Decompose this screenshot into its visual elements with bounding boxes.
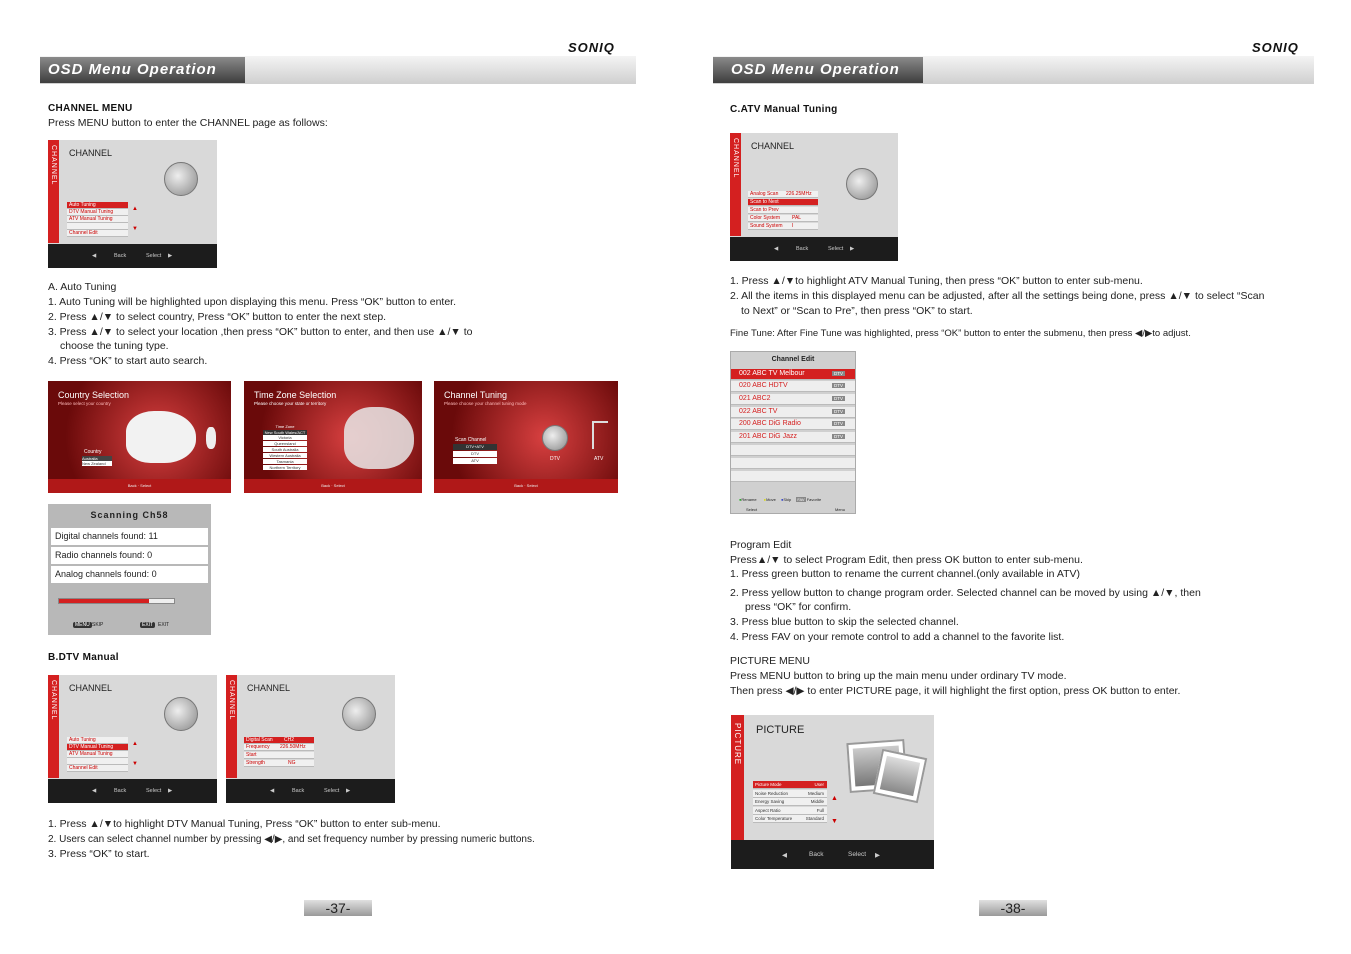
menu-item[interactable]: Picture Mode User	[753, 781, 827, 789]
auto-tuning-step: 2. Press ▲/▼ to select country, Press “OK” button to enter the next step.	[48, 311, 387, 323]
program-edit-step: Press▲/▼ to select Program Edit, then press OK button to enter sub-menu.	[730, 554, 1083, 566]
side-label: PICTURE	[733, 723, 742, 766]
back-label: Back	[809, 851, 824, 858]
menu-item[interactable]: Digital Scan CH2	[244, 737, 314, 744]
screen-footer	[731, 840, 934, 869]
select-label: Select	[848, 851, 867, 858]
channel-row[interactable]: 201 ABC DiG Jazz DTV	[731, 432, 855, 443]
screen-footer	[48, 244, 217, 268]
tuning-option[interactable]: ATV	[453, 458, 497, 464]
section-dtv-manual: B.DTV Manual	[48, 652, 119, 663]
menu-key-badge[interactable]: MENU	[75, 622, 90, 628]
menu-item[interactable]: Energy Saving Middle	[753, 798, 827, 806]
screen-title: CHANNEL	[69, 148, 113, 158]
timezone-option[interactable]: South Australia	[263, 447, 307, 452]
dtv-channel-menu-screen	[48, 675, 217, 803]
up-arrow-icon: ▲	[831, 795, 838, 802]
channel-row-empty	[731, 458, 855, 469]
atv-step: 1. Press ▲/▼to highlight ATV Manual Tuning, then press “OK” button to enter sub-menu.	[730, 275, 1143, 287]
page-number-left: -37-	[304, 900, 372, 916]
side-label: CHANNEL	[50, 145, 57, 186]
panel-footer: Back · Select	[244, 479, 422, 493]
menu-item[interactable]: Scan to Next	[748, 199, 818, 206]
brand-logo-right: SONIQ	[1252, 40, 1299, 55]
left-arrow-icon: ◀	[270, 788, 275, 794]
brand-logo-left: SONIQ	[568, 40, 615, 55]
country-selection-panel	[48, 381, 231, 493]
satellite-dish-icon	[846, 168, 878, 200]
progress-fill	[59, 599, 149, 603]
antenna-icon	[592, 421, 608, 449]
program-edit-step: 2. Press yellow button to change program order. Selected channel can be moved by using ▲/▼, then	[730, 587, 1201, 599]
channel-row[interactable]: 020 ABC HDTV DTV	[731, 381, 855, 392]
progress-track	[58, 598, 175, 604]
auto-tuning-step: 1. Auto Tuning will be highlighted upon displaying this menu. Press “OK” button to enter.	[48, 296, 456, 308]
page-number-right: -38-	[979, 900, 1047, 916]
screen-footer	[226, 779, 395, 803]
channel-row[interactable]: 021 ABC2 DTV	[731, 394, 855, 405]
menu-item[interactable]: ATV Manual Tuning	[67, 216, 128, 223]
timezone-option[interactable]: Victoria	[263, 435, 307, 440]
side-label: CHANNEL	[50, 680, 57, 721]
side-label: CHANNEL	[228, 680, 235, 721]
timezone-option[interactable]: Northern Territory	[263, 465, 307, 470]
menu-item[interactable]: ATV Manual Tuning	[67, 751, 128, 758]
program-edit-heading: Program Edit	[730, 539, 792, 551]
timezone-option[interactable]: Queensland	[263, 441, 307, 446]
channel-menu-screen	[48, 140, 217, 268]
panel-title: Country Selection	[58, 390, 130, 400]
program-edit-step: 4. Press FAV on your remote control to add a channel to the favorite list.	[730, 631, 1065, 643]
screen-title: CHANNEL	[751, 141, 795, 151]
atv-step: 2. All the items in this displayed menu can be adjusted, after all the settings being done, press ▲/▼ to select “Scan	[730, 290, 1265, 302]
menu-item[interactable]: Noise Reduction Medium	[753, 790, 827, 798]
map-australia	[126, 411, 196, 463]
menu-item[interactable]: Channel Edit	[67, 765, 128, 772]
right-arrow-icon: ▶	[168, 253, 173, 259]
skip-label: SKIP	[92, 622, 104, 628]
timezone-option[interactable]: Western Australia	[263, 453, 307, 458]
panel-subtitle: Please select your country	[58, 401, 111, 406]
dtv-label: DTV	[550, 456, 560, 462]
screen-title: PICTURE	[756, 724, 805, 736]
right-arrow-icon: ▶	[875, 852, 880, 859]
menu-item[interactable]: Aspect Ratio Full	[753, 807, 827, 815]
menu-item[interactable]: Analog Scan 226.25MHz	[748, 191, 818, 198]
left-arrow-icon: ◀	[92, 253, 97, 259]
scan-channel-label: Scan Channel	[455, 437, 487, 443]
section-channel-menu: CHANNEL MENU	[48, 103, 133, 114]
satellite-dish-icon	[542, 425, 568, 451]
down-arrow-icon: ▼	[831, 818, 838, 825]
photo-icon	[873, 749, 928, 804]
picture-menu-heading: PICTURE MENU	[730, 655, 810, 667]
scan-result-row: Digital channels found: 11	[51, 528, 208, 545]
atv-label: ATV	[594, 456, 604, 462]
side-label: CHANNEL	[732, 138, 739, 179]
up-arrow-icon: ▲	[132, 206, 138, 212]
atv-step: to Next” or “Scan to Pre”, then press “OK” to start.	[741, 305, 973, 317]
timezone-header: Time Zone	[275, 424, 295, 429]
menu-label: Menu	[835, 507, 846, 512]
menu-item[interactable]: Frequency 226.50MHz	[244, 744, 314, 751]
scan-result-row: Radio channels found: 0	[51, 547, 208, 564]
select-label: Select	[746, 507, 758, 512]
section-atv-manual: C.ATV Manual Tuning	[730, 104, 838, 115]
panel-title: Time Zone Selection	[254, 390, 337, 400]
picture-menu-screen	[731, 715, 934, 869]
scan-result-row: Analog channels found: 0	[51, 566, 208, 583]
screen-footer	[48, 779, 217, 803]
menu-item[interactable]: Sound System I	[748, 223, 818, 230]
fav-key-badge: FAV	[797, 497, 805, 502]
screen-footer	[730, 237, 898, 261]
exit-label: EXIT	[158, 622, 170, 628]
dtv-step: 1. Press ▲/▼to highlight DTV Manual Tuning, Press “OK” button to enter sub-menu.	[48, 818, 441, 830]
tuning-option[interactable]: DTV	[453, 451, 497, 457]
back-label: Back	[114, 253, 127, 259]
auto-tuning-step: 4. Press “OK” to start auto search.	[48, 355, 208, 367]
back-label: Back	[114, 788, 127, 794]
tuning-option[interactable]: DTV+ATV	[453, 444, 497, 450]
back-label: Back	[796, 246, 809, 252]
down-arrow-icon: ▼	[132, 226, 138, 232]
panel-footer: Back · Select	[434, 479, 618, 493]
legend-row: ●Rename ●Move ●Skip FAV Favorite	[739, 497, 822, 502]
menu-item[interactable]	[67, 223, 128, 230]
menu-item[interactable]: DTV Manual Tuning	[67, 209, 128, 216]
timezone-selection-panel	[244, 381, 422, 493]
right-arrow-icon: ▶	[346, 788, 351, 794]
right-arrow-icon: ▶	[850, 246, 855, 252]
fine-tune-note: Fine Tune: After Fine Tune was highlighted, press “OK” button to enter the submenu, then press ◀/▶to adjust.	[730, 328, 1191, 339]
back-label: Back	[292, 788, 305, 794]
channel-row-empty	[731, 471, 855, 482]
program-edit-step: 1. Press green button to rename the current channel.(only available in ATV)	[730, 568, 1081, 580]
program-edit-step: 3. Press blue button to skip the selected channel.	[730, 616, 959, 628]
channel-edit-panel	[730, 351, 856, 514]
scanning-title: Scanning Ch58	[90, 510, 169, 520]
header-title-left: OSD Menu Operation	[40, 57, 245, 83]
menu-item[interactable]: Start	[244, 752, 314, 759]
satellite-dish-icon	[342, 697, 376, 731]
channel-row-empty	[731, 445, 855, 456]
channel-edit-title: Channel Edit	[771, 356, 815, 363]
picture-menu-step: Press MENU button to bring up the main menu under ordinary TV mode.	[730, 670, 1067, 682]
select-label: Select	[324, 788, 340, 794]
satellite-dish-icon	[164, 162, 198, 196]
left-arrow-icon: ◀	[92, 788, 97, 794]
green-dot-icon: ●	[739, 497, 742, 502]
country-option[interactable]: New Zealand	[82, 461, 112, 466]
menu-item[interactable]: Auto Tuning	[67, 202, 128, 209]
dtv-step: 2. Users can select channel number by pressing ◀/▶, and set frequency number by pressing numeric buttons.	[48, 834, 535, 845]
select-label: Select	[146, 788, 162, 794]
scanning-panel	[48, 504, 211, 635]
auto-tuning-heading: A. Auto Tuning	[48, 281, 117, 293]
panel-subtitle: Please choose your state or territory	[254, 401, 327, 406]
menu-item[interactable]: Strength NG	[244, 760, 314, 767]
auto-tuning-step: 3. Press ▲/▼ to select your location ,then press “OK” button to enter, and then use ▲/▼ to	[48, 326, 473, 338]
atv-manual-screen	[730, 133, 898, 261]
menu-item[interactable]: Scan to Prev	[748, 207, 818, 214]
timezone-option[interactable]: Tasmania	[263, 459, 307, 464]
left-arrow-icon: ◀	[774, 246, 779, 252]
channel-row[interactable]: 002 ABC TV Melbour DTV	[731, 369, 855, 380]
right-arrow-icon: ▶	[168, 788, 173, 794]
country-option[interactable]: Australia	[82, 456, 112, 461]
yellow-dot-icon: ●	[763, 497, 767, 502]
program-edit-step: press “OK” for confirm.	[745, 601, 852, 613]
channel-row[interactable]: 022 ABC TV DTV	[731, 407, 855, 418]
exit-key-badge[interactable]: EXIT	[142, 622, 154, 628]
header-title-right: OSD Menu Operation	[713, 57, 923, 83]
timezone-option[interactable]: New South Wales/ACT	[264, 430, 306, 435]
menu-item[interactable]: DTV Manual Tuning	[67, 744, 128, 751]
screen-title: CHANNEL	[247, 683, 291, 693]
menu-item[interactable]: Color Temperature Standard	[753, 815, 827, 823]
auto-tuning-step: choose the tuning type.	[60, 340, 169, 352]
select-label: Select	[146, 253, 162, 259]
panel-subtitle: Please choose your channel tuning mode	[444, 401, 527, 406]
map-australia	[344, 407, 414, 469]
dtv-step: 3. Press “OK” to start.	[48, 848, 150, 860]
up-arrow-icon: ▲	[132, 741, 138, 747]
left-arrow-icon: ◀	[782, 852, 787, 859]
menu-item[interactable]: Auto Tuning	[67, 737, 128, 744]
country-label: Country	[84, 449, 102, 455]
blue-dot-icon: ●	[781, 497, 784, 502]
map-new-zealand	[206, 427, 216, 449]
dtv-manual-screen	[226, 675, 395, 803]
channel-intro: Press MENU button to enter the CHANNEL page as follows:	[48, 117, 328, 129]
panel-title: Channel Tuning	[444, 390, 508, 400]
down-arrow-icon: ▼	[132, 761, 138, 767]
channel-row[interactable]: 200 ABC DiG Radio DTV	[731, 419, 855, 430]
channel-tuning-panel	[434, 381, 618, 493]
select-label: Select	[828, 246, 844, 252]
menu-item[interactable]: Channel Edit	[67, 230, 128, 237]
menu-item[interactable]	[67, 758, 128, 765]
picture-menu-step: Then press ◀/▶ to enter PICTURE page, it will highlight the first option, press OK button to enter.	[730, 685, 1181, 697]
menu-item[interactable]: Color System PAL	[748, 215, 818, 222]
satellite-dish-icon	[164, 697, 198, 731]
panel-footer: Back · Select	[48, 479, 231, 493]
screen-title: CHANNEL	[69, 683, 113, 693]
